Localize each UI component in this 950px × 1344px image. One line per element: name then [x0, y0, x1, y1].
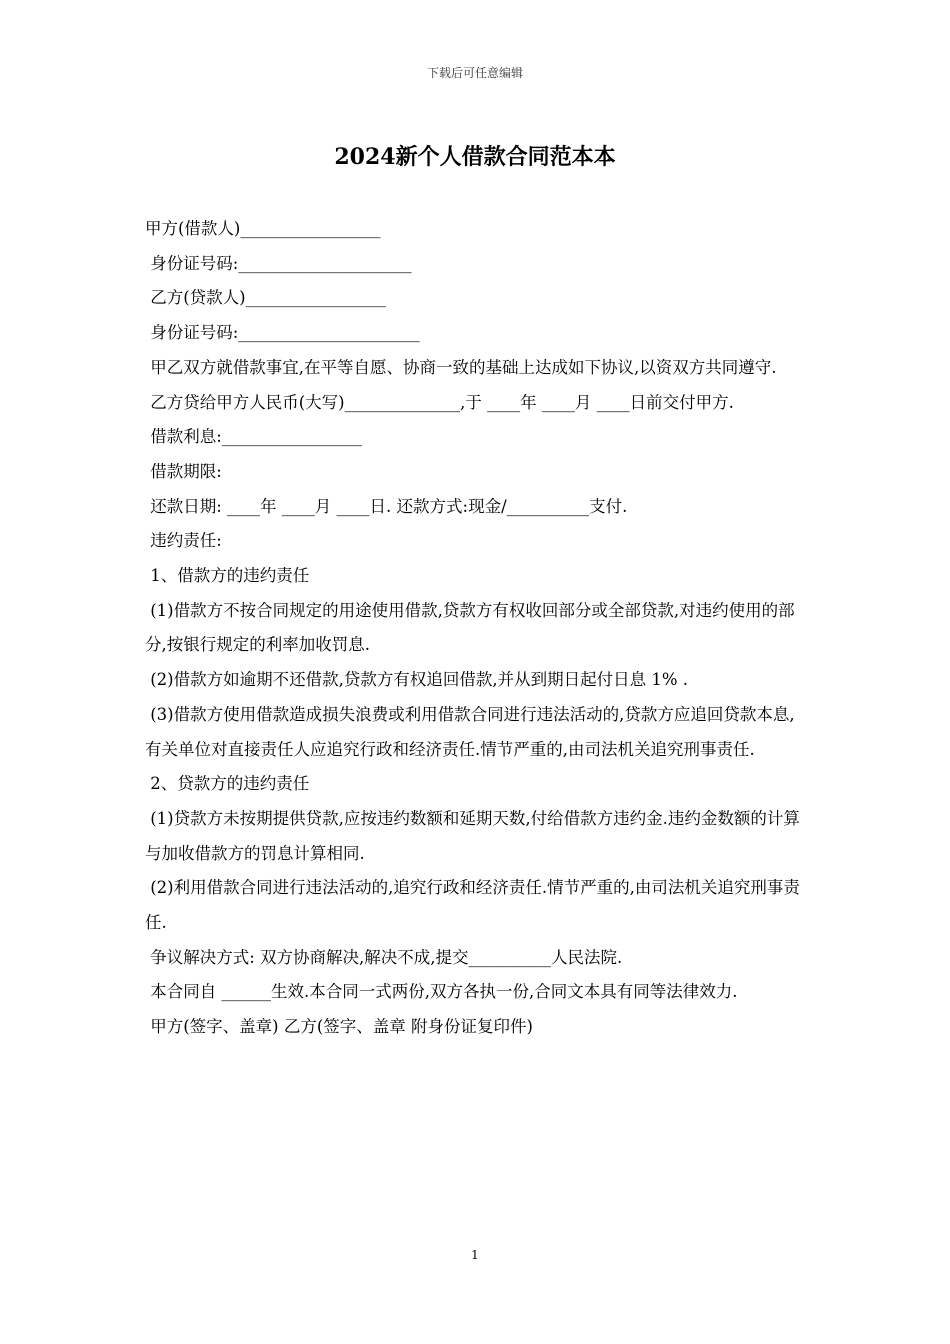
document-title: 2024新个人借款合同范本本: [334, 144, 616, 170]
loan-amount-paragraph: 乙方贷给甲方人民币(大写)______________,于 ____年 ____月 ____日前交付甲方.: [145, 392, 734, 412]
lender-line: 乙方(贷款人)_________________: [145, 288, 386, 308]
header-note: 下载后可任意编辑: [426, 66, 523, 80]
term-line: 借款期限:: [145, 461, 222, 481]
borrower-liability-heading: 1、借款方的违约责任: [145, 566, 310, 586]
lender-liability-heading: 2、贷款方的违约责任: [145, 774, 310, 794]
liability-heading: 违约责任:: [145, 531, 222, 551]
lender-id-line: 身份证号码:______________________: [145, 323, 420, 343]
contract-body: [145, 212, 810, 1045]
borrower-liability-clause-3: (3)借款方使用借款造成损失浪费或利用借款合同进行违法活动的,贷款方应追回贷款本息,有关单位对直接责任人应追究行政和经济责任.情节严重的,由司法机关追究刑事责任.: [145, 704, 795, 759]
lender-liability-clause-1: (1)贷款方未按期提供贷款,应按违约数额和延期天数,付给借款方违约金.违约金数额的计算与加收借款方的罚息计算相同.: [145, 808, 800, 863]
borrower-liability-clause-2: (2)借款方如逾期不还借款,贷款方有权追回借款,并从到期日起付日息 1% .: [145, 670, 689, 690]
repayment-line: 还款日期: ____年 ____月 ____日. 还款方式:现金/__________支付.: [145, 496, 628, 516]
page-number: 1: [471, 1248, 479, 1262]
effectiveness-paragraph: 本合同自 ______生效.本合同一式两份,双方各执一份,合同文本具有同等法律效力.: [145, 982, 738, 1002]
lender-liability-clause-2: (2)利用借款合同进行违法活动的,追究行政和经济责任.情节严重的,由司法机关追究刑事责任.: [145, 878, 800, 933]
borrower-id-line: 身份证号码:_____________________: [145, 253, 412, 273]
dispute-resolution-line: 争议解决方式: 双方协商解决,解决不成,提交__________人民法院.: [145, 947, 623, 967]
borrower-line: 甲方(借款人)_________________: [145, 219, 381, 238]
borrower-liability-clause-1: (1)借款方不按合同规定的用途使用借款,贷款方有权收回部分或全部贷款,对违约使用的部分,按银行规定的利率加收罚息.: [145, 600, 795, 655]
interest-line: 借款利息:_________________: [145, 427, 363, 447]
signature-line: 甲方(签字、盖章) 乙方(签字、盖章 附身份证复印件): [145, 1017, 533, 1037]
preamble-paragraph: 甲乙双方就借款事宜,在平等自愿、协商一致的基础上达成如下协议,以资双方共同遵守.: [145, 357, 777, 377]
